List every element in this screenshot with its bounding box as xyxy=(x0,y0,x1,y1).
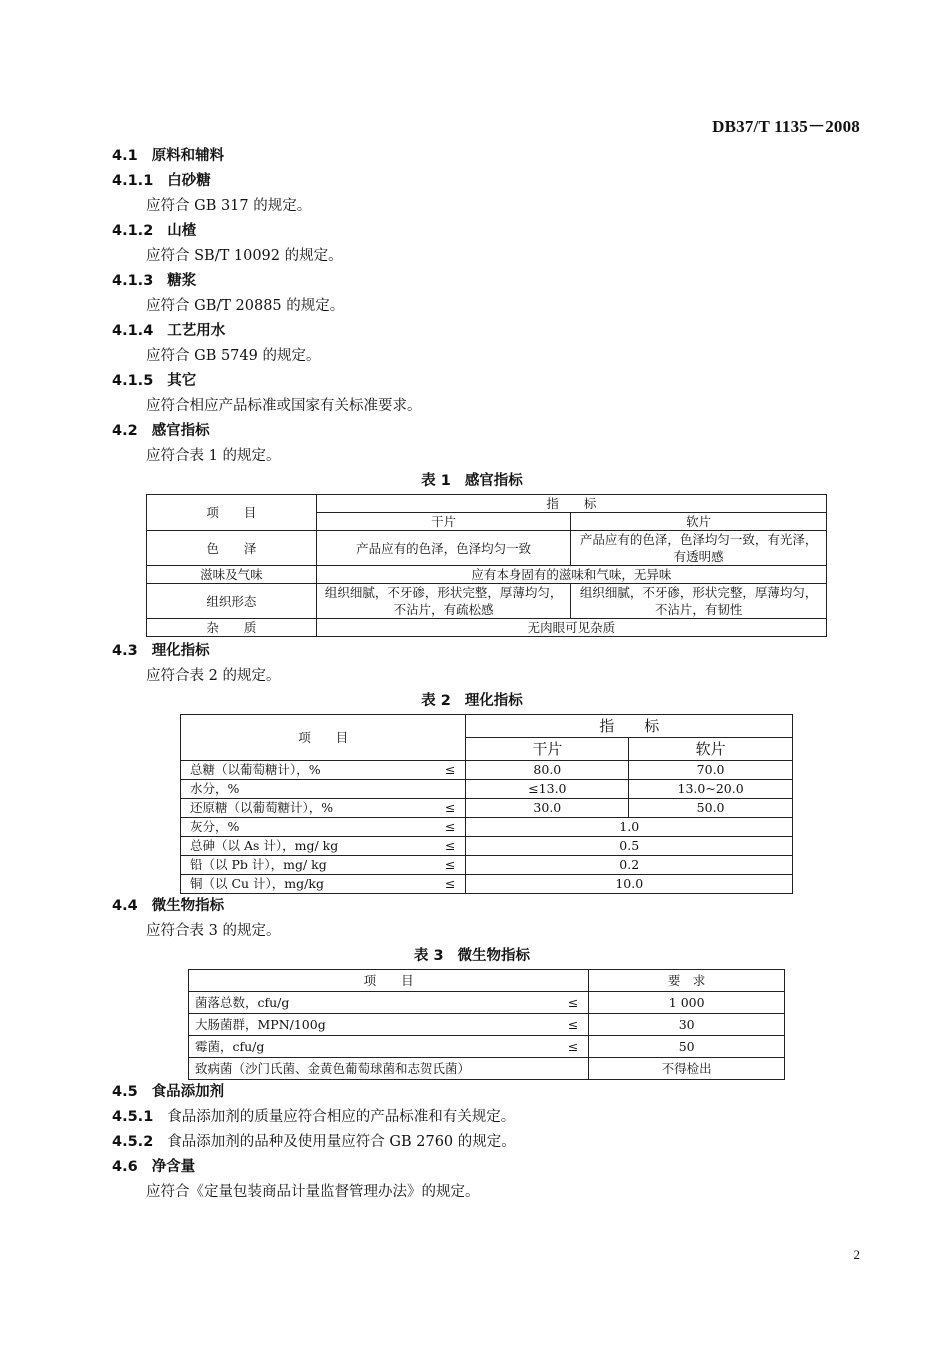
table-cell: ≤ xyxy=(430,875,466,894)
section-title: 工艺用水 xyxy=(167,323,226,339)
table-cell: ≤ xyxy=(430,761,466,780)
section-number: 4.3 xyxy=(112,643,138,659)
table-cell: ≤ xyxy=(553,1036,589,1058)
table-cell: 50 xyxy=(589,1036,785,1058)
table-cell: 还原糖（以葡萄糖计），% xyxy=(181,799,431,818)
table-cell: 80.0 xyxy=(466,761,629,780)
section-title: 净含量 xyxy=(151,1159,196,1175)
table-cell: 0.5 xyxy=(466,837,793,856)
table-cell: 菌落总数，cfu/g xyxy=(189,992,553,1014)
document-code: DB37/T 1135－2008 xyxy=(712,117,860,136)
section-heading xyxy=(112,1105,832,1130)
table-cell: 13.0~20.0 xyxy=(629,780,793,799)
table-cell: 1.0 xyxy=(466,818,793,837)
section-title: 原料和辅料 xyxy=(151,148,225,164)
paragraph: 应符合 SB/T 10092 的规定。 xyxy=(146,248,343,264)
table-cell: 铅（以 Pb 计），mg/ kg xyxy=(181,856,431,875)
table-cell: ≤ xyxy=(430,856,466,875)
table-cell: 30.0 xyxy=(466,799,629,818)
section-number: 4.5.1 xyxy=(112,1109,154,1125)
table-cell: 0.2 xyxy=(466,856,793,875)
page-content xyxy=(112,144,832,1205)
table-cell: ≤ xyxy=(553,992,589,1014)
table-cell: 滋味及气味 xyxy=(147,566,317,584)
paragraph: 应符合 GB 317 的规定。 xyxy=(146,198,312,214)
table-number: 表 1 xyxy=(421,473,451,489)
table-cell: 色 泽 xyxy=(147,531,317,566)
section-number: 4.4 xyxy=(112,898,138,914)
section-number: 4.1 xyxy=(112,148,138,164)
table-cell: 30 xyxy=(589,1014,785,1036)
section-title: 食品添加剂 xyxy=(151,1084,225,1100)
section-title: 糖浆 xyxy=(167,273,197,289)
microbiological-table xyxy=(188,969,785,1080)
header-index: 指 标 xyxy=(316,495,826,513)
paragraph: 应符合《定量包装商品计量监督管理办法》的规定。 xyxy=(146,1184,480,1200)
table-cell: 水分，% xyxy=(181,780,431,799)
table-cell: ≤ xyxy=(430,799,466,818)
section-number: 4.5.2 xyxy=(112,1134,154,1150)
table-caption xyxy=(112,689,832,714)
table-cell xyxy=(553,1058,589,1080)
section-number: 4.2 xyxy=(112,423,138,439)
section-number: 4.1.1 xyxy=(112,173,154,189)
section-title: 理化指标 xyxy=(151,643,210,659)
section-heading xyxy=(112,1130,832,1155)
table-cell: 1 000 xyxy=(589,992,785,1014)
table-cell: 灰分，% xyxy=(181,818,431,837)
page-number: 2 xyxy=(853,1247,860,1262)
section-heading xyxy=(112,1155,832,1180)
section-number: 4.6 xyxy=(112,1159,138,1175)
section-title: 山楂 xyxy=(167,223,197,239)
section-heading xyxy=(112,1080,832,1105)
physicochemical-table xyxy=(180,714,793,894)
table-cell: ≤ xyxy=(553,1014,589,1036)
table-title: 感官指标 xyxy=(464,473,523,489)
table-cell: 产品应有的色泽，色泽均匀一致，有光泽，有透明感 xyxy=(571,531,827,566)
table-cell: 组织细腻，不牙碜，形状完整，厚薄均匀，不沾片，有韧性 xyxy=(571,584,827,619)
table-cell xyxy=(430,780,466,799)
table-cell: 应有本身固有的滋味和气味，无异味 xyxy=(316,566,826,584)
section-heading xyxy=(112,639,832,664)
section-number: 4.1.4 xyxy=(112,323,154,339)
table-cell: 铜（以 Cu 计），mg/kg xyxy=(181,875,431,894)
table-cell: 组织细腻，不牙碜，形状完整，厚薄均匀，不沾片，有疏松感 xyxy=(316,584,571,619)
table-cell: ≤ xyxy=(430,818,466,837)
table-title: 微生物指标 xyxy=(457,948,531,964)
table-cell: 总糖（以葡萄糖计），% xyxy=(181,761,431,780)
section-number: 4.1.3 xyxy=(112,273,154,289)
section-text: 食品添加剂的质量应符合相应的产品标准和有关规定。 xyxy=(167,1109,516,1125)
section-heading xyxy=(112,144,832,169)
table-cell: 70.0 xyxy=(629,761,793,780)
header-index: 指 标 xyxy=(466,715,793,738)
section-title: 感官指标 xyxy=(151,423,210,439)
table-cell: 霉菌，cfu/g xyxy=(189,1036,553,1058)
paragraph: 应符合表 1 的规定。 xyxy=(146,448,281,464)
table-cell: 总砷（以 As 计），mg/ kg xyxy=(181,837,431,856)
table-caption xyxy=(112,469,832,494)
section-title: 其它 xyxy=(167,373,197,389)
section-heading xyxy=(112,319,832,344)
paragraph: 应符合 GB 5749 的规定。 xyxy=(146,348,321,364)
paragraph: 应符合 GB/T 20885 的规定。 xyxy=(146,298,345,314)
header-item: 项 目 xyxy=(189,970,589,992)
table-number: 表 3 xyxy=(413,948,444,964)
header-dry: 干片 xyxy=(316,513,571,531)
section-number: 4.5 xyxy=(112,1084,138,1100)
header-dry: 干片 xyxy=(466,738,629,761)
section-heading xyxy=(112,219,832,244)
table-cell: 组织形态 xyxy=(147,584,317,619)
section-heading xyxy=(112,169,832,194)
table-cell: 大肠菌群，MPN/100g xyxy=(189,1014,553,1036)
table-cell: 产品应有的色泽，色泽均匀一致 xyxy=(316,531,571,566)
header-requirement: 要 求 xyxy=(589,970,785,992)
sensory-table xyxy=(146,494,827,637)
header-item: 项 目 xyxy=(181,715,466,761)
table-cell: 不得检出 xyxy=(589,1058,785,1080)
table-cell: 10.0 xyxy=(466,875,793,894)
header-soft: 软片 xyxy=(571,513,827,531)
header-soft: 软片 xyxy=(629,738,793,761)
table-cell: 无肉眼可见杂质 xyxy=(316,619,826,637)
table-title: 理化指标 xyxy=(464,693,523,709)
section-heading xyxy=(112,269,832,294)
section-title: 微生物指标 xyxy=(151,898,225,914)
section-number: 4.1.2 xyxy=(112,223,154,239)
header-item: 项 目 xyxy=(147,495,317,531)
section-heading xyxy=(112,369,832,394)
table-cell: 50.0 xyxy=(629,799,793,818)
section-heading xyxy=(112,419,832,444)
table-caption xyxy=(112,944,832,969)
section-heading xyxy=(112,894,832,919)
table-cell: ≤ xyxy=(430,837,466,856)
table-cell: ≤13.0 xyxy=(466,780,629,799)
paragraph: 应符合表 2 的规定。 xyxy=(146,668,281,684)
table-cell: 致病菌（沙门氏菌、金黄色葡萄球菌和志贺氏菌） xyxy=(189,1058,553,1080)
table-cell: 杂 质 xyxy=(147,619,317,637)
section-number: 4.1.5 xyxy=(112,373,154,389)
paragraph: 应符合表 3 的规定。 xyxy=(146,923,281,939)
section-text: 食品添加剂的品种及使用量应符合 GB 2760 的规定。 xyxy=(167,1134,516,1150)
section-title: 白砂糖 xyxy=(167,173,211,189)
paragraph: 应符合相应产品标准或国家有关标准要求。 xyxy=(146,398,422,414)
table-number: 表 2 xyxy=(421,693,451,709)
